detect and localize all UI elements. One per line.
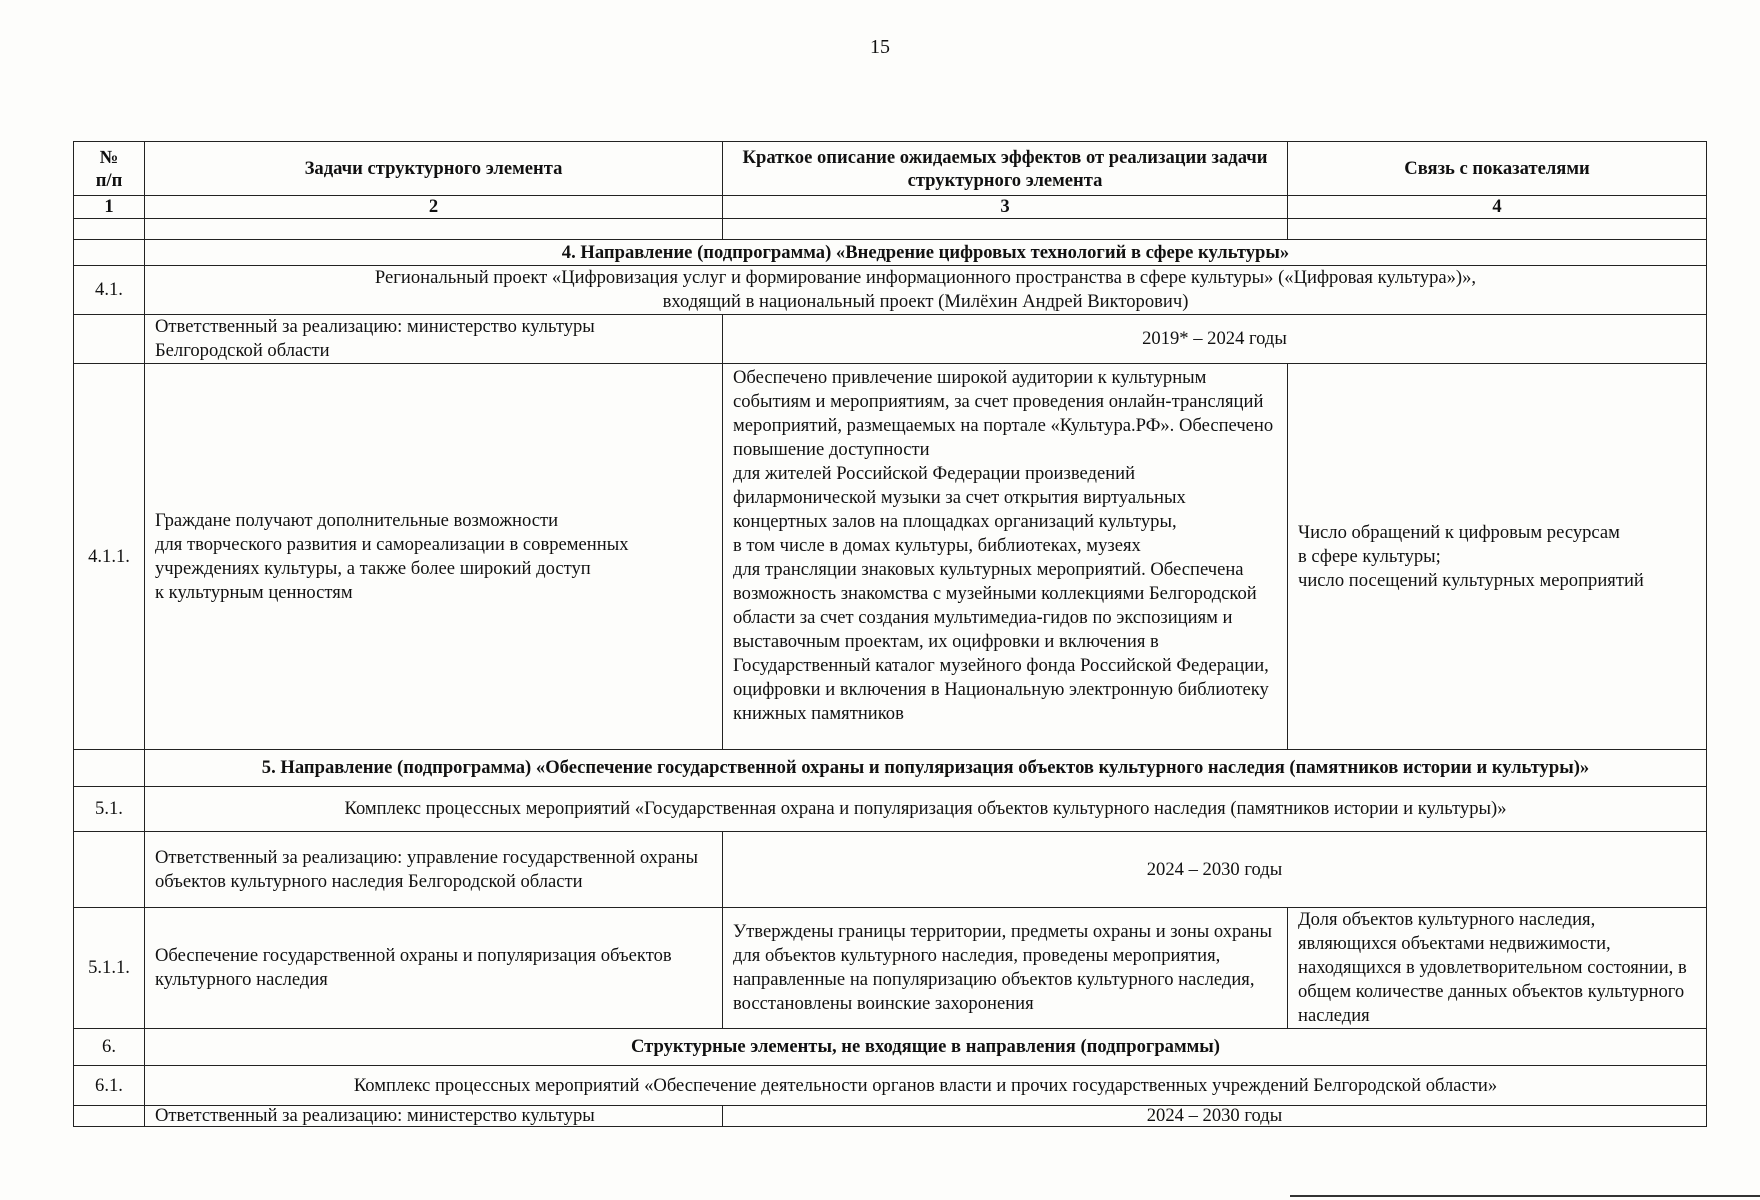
- effect-text: Утверждены границы территории, предметы охраны и зоны охраны для объектов культурного наследия, проведены мероприятия, направленные на популяризацию объектов культурного наследия, восстановлены воинские захоронения: [723, 908, 1288, 1029]
- row-number: 4.1.1.: [74, 364, 145, 750]
- direction-5-row: [74, 750, 1707, 787]
- direction-5-title: 5. Направление (подпрограмма) «Обеспечение государственной охраны и популяризация объектов культурного наследия (памятников истории и культуры)»: [145, 750, 1707, 787]
- responsible-text: Ответственный за реализацию: управление государственной охраны объектов культурного наследия Белгородской области: [145, 832, 723, 908]
- row-number: 6.: [74, 1029, 145, 1066]
- indicator-link-text: Доля объектов культурного наследия, являющихся объектами недвижимости, находящихся в удовлетворительном состоянии, в общем количестве данных объектов культурного наследия: [1288, 908, 1707, 1029]
- header-col-tasks: Задачи структурного элемента: [145, 142, 723, 196]
- indicator-link-text: Число обращений к цифровым ресурсам в сфере культуры; число посещений культурных мероприятий: [1288, 364, 1707, 750]
- responsible-text: Ответственный за реализацию: министерство культуры: [145, 1106, 723, 1127]
- row-number: 5.1.: [74, 787, 145, 832]
- table-header-row: [74, 142, 1707, 196]
- row-number: 6.1.: [74, 1066, 145, 1106]
- header-col-link: Связь с показателями: [1288, 142, 1707, 196]
- responsible-6-1-row: [74, 1106, 1707, 1127]
- period-text: 2024 – 2030 годы: [723, 1106, 1707, 1127]
- period-text: 2024 – 2030 годы: [723, 832, 1707, 908]
- complex-5-1-title: Комплекс процессных мероприятий «Государственная охрана и популяризация объектов культурного наследия (памятников истории и культуры)»: [145, 787, 1707, 832]
- empty-row: [74, 219, 1707, 240]
- complex-6-1-title: Комплекс процессных мероприятий «Обеспечение деятельности органов власти и прочих государственных учреждений Белгородской области»: [145, 1066, 1707, 1106]
- page-number: 15: [870, 36, 890, 58]
- header-col-number: № п/п: [74, 142, 145, 196]
- row-number: 4.1.: [74, 266, 145, 315]
- effect-text: Обеспечено привлечение широкой аудитории к культурным событиям и мероприятиям, за счет проведения онлайн-трансляций мероприятий, размещаемых на портале «Культура.РФ». Обеспечено повышение доступности для жителей Российской Федерации произведений филармонической музыки за счет открытия виртуальных концертных залов на площадках организаций культуры, в том числе в домах культуры, библиотеках, музеях для трансляции знаковых культурных мероприятий. Обеспечена возможность знакомства с музейными коллекциями Белгородской области за счет создания мультимедиа-гидов по экспозициям и выставочным проектам, их оцифровки и включения в Государственный каталог музейного фонда Российской Федерации, оцифровки и включения в Национальную электронную библиотеку книжных памятников: [723, 364, 1288, 750]
- row-number: 5.1.1.: [74, 908, 145, 1029]
- section-6-title: Структурные элементы, не входящие в направления (подпрограммы): [145, 1029, 1707, 1066]
- complex-5-1-row: [74, 787, 1707, 832]
- project-4-1-title: Региональный проект «Цифровизация услуг и формирование информационного пространства в сфере культуры» («Цифровая культура»)», входящий в национальный проект (Милёхин Андрей Викторович): [145, 266, 1707, 315]
- direction-4-title: 4. Направление (подпрограмма) «Внедрение цифровых технологий в сфере культуры»: [145, 240, 1707, 266]
- column-number-4: 4: [1288, 196, 1707, 219]
- direction-4-row: [74, 240, 1707, 266]
- task-4-1-1-row: [74, 364, 1707, 750]
- column-number-2: 2: [145, 196, 723, 219]
- task-5-1-1-row: [74, 908, 1707, 1029]
- structural-elements-table: [73, 141, 1707, 1127]
- task-text: Обеспечение государственной охраны и популяризация объектов культурного наследия: [145, 908, 723, 1029]
- complex-6-1-row: [74, 1066, 1707, 1106]
- scan-edge-line: [1290, 1195, 1760, 1197]
- column-number-1: 1: [74, 196, 145, 219]
- responsible-text: Ответственный за реализацию: министерство культуры Белгородской области: [145, 315, 723, 364]
- responsible-4-1-row: [74, 315, 1707, 364]
- project-4-1-row: [74, 266, 1707, 315]
- task-text: Граждане получают дополнительные возможности для творческого развития и самореализации в современных учреждениях культуры, а также более широкий доступ к культурным ценностям: [145, 364, 723, 750]
- column-number-3: 3: [723, 196, 1288, 219]
- header-col-effects: Краткое описание ожидаемых эффектов от реализации задачи структурного элемента: [723, 142, 1288, 196]
- period-text: 2019* – 2024 годы: [723, 315, 1707, 364]
- section-6-row: [74, 1029, 1707, 1066]
- responsible-5-1-row: [74, 832, 1707, 908]
- column-numbers-row: [74, 196, 1707, 219]
